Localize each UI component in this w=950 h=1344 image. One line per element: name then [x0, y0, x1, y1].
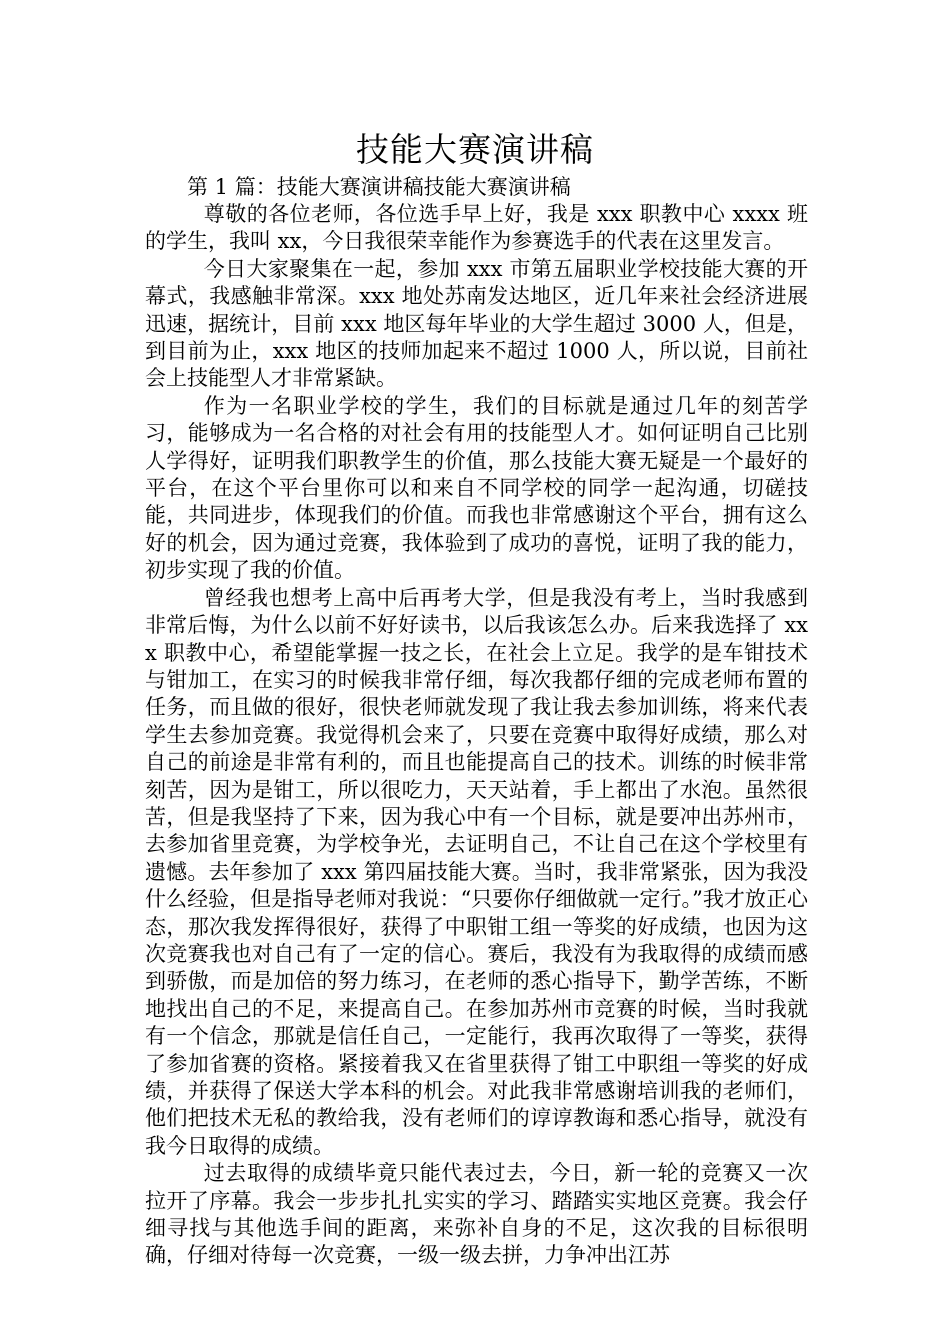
document-title: 技能大赛演讲稿	[356, 130, 594, 169]
chapter-heading: 第 1 篇：技能大赛演讲稿技能大赛演讲稿	[187, 175, 571, 199]
paragraph-future: 过去取得的成绩毕竟只能代表过去，今日，新一轮的竞赛又一次拉开了序幕。我会一步步扎扎实实的学习、踏踏实实地区竞赛。我会仔细寻找与其他选手间的距离，来弥补自身的不足，这次我的目标很明确，仔细对待每一次竞赛，一级一级去拼，力争冲出江苏	[145, 1161, 808, 1268]
document-body	[145, 174, 808, 1270]
paragraph-background: 今日大家聚集在一起，参加 xxx 市第五届职业学校技能大赛的开幕式，我感触非常深。xxx 地处苏南发达地区，近几年来社会经济进展迅速，据统计，目前 xxx 地区每年毕业的大学生超过 3000 人，但是，到目前为止，xxx 地区的技师加起来不超过 1000 人，所以说，目前社会上技能型人才非常紧缺。	[145, 256, 808, 391]
paragraph-greeting: 尊敬的各位老师，各位选手早上好，我是 xxx 职教中心 xxxx 班的学生，我叫 xx，今日我很荣幸能作为参赛选手的代表在这里发言。	[145, 202, 808, 254]
paragraph-goal: 作为一名职业学校的学生，我们的目标就是通过几年的刻苦学习，能够成为一名合格的对社会有用的技能型人才。如何证明自己比别人学得好，证明我们职教学生的价值，那么技能大赛无疑是一个最好的平台，在这个平台里你可以和来自不同学校的同学一起沟通，切磋技能，共同进步，体现我们的价值。而我也非常感谢这个平台，拥有这么好的机会，因为通过竞赛，我体验到了成功的喜悦，证明了我的能力，初步实现了我的价值。	[145, 393, 808, 583]
paragraph-experience: 曾经我也想考上高中后再考大学，但是我没有考上，当时我感到非常后悔，为什么以前不好好读书，以后我该怎么办。后来我选择了 xxx 职教中心，希望能掌握一技之长，在社会上立足。我学的是车钳技术与钳加工，在实习的时候我非常仔细，每次我都仔细的完成老师布置的任务，而且做的很好，很快老师就发现了我让我去参加训练，将来代表学生去参加竞赛。我觉得机会来了，只要在竞赛中取得好成绩，那么对自己的前途是非常有利的，而且也能提高自己的技术。训练的时候非常刻苦，因为是钳工，所以很吃力，天天站着，手上都出了水泡。虽然很苦，但是我坚持了下来，因为我心中有一个目标，就是要冲出苏州市，去参加省里竞赛，为学校争光，去证明自己，不让自己在这个学校里有遗憾。去年参加了 xxx 第四届技能大赛。当时，我非常紧张，因为我没什么经验，但是指导老师对我说：“只要你仔细做就一定行。”我才放正心态，那次我发挥得很好，获得了中职钳工组一等奖的好成绩，也因为这次竞赛我也对自己有了一定的信心。赛后，我没有为我取得的成绩而感到骄傲，而是加倍的努力练习，在老师的悉心指导下，勤学苦练，不断地找出自己的不足，来提高自己。在参加苏州市竞赛的时候，当时我就有一个信念，那就是信任自己，一定能行，我再次取得了一等奖，获得了参加省赛的资格。紧接着我又在省里获得了钳工中职组一等奖的好成绩，并获得了保送大学本科的机会。对此我非常感谢培训我的老师们，他们把技术无私的教给我，没有老师们的谆谆教诲和悉心指导，就没有我今日取得的成绩。	[145, 585, 808, 1158]
